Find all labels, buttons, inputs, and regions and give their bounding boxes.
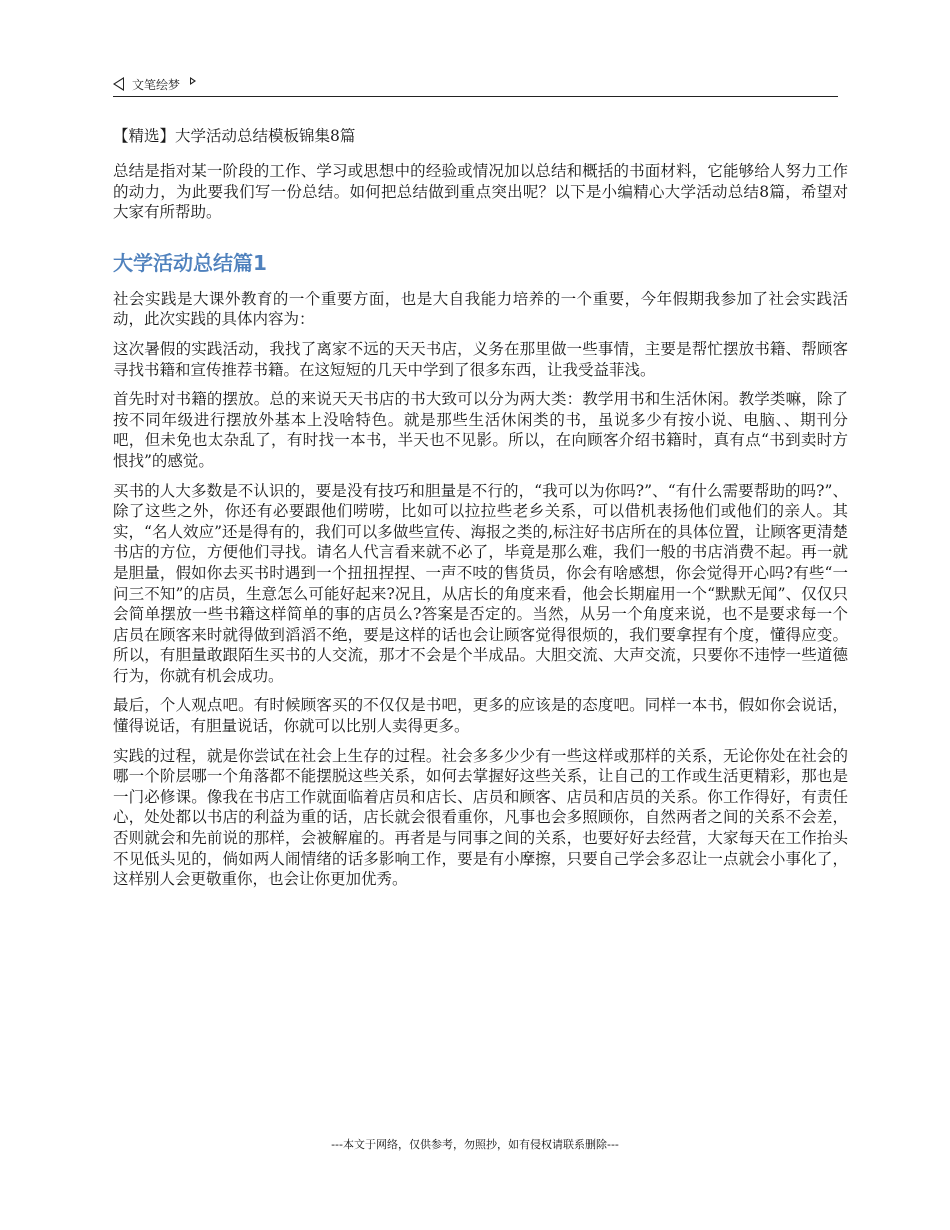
brand-name: 文笔绘梦 [132,77,181,92]
body-paragraph: 买书的人大多数是不认识的，要是没有技巧和胆量是不行的，“我可以为你吗?”、“有什么需要帮助的吗?”、除了这些之外，你还有必要跟他们唠唠，比如可以拉拉些老乡关系，可以借机表扬他们或他们的亲人。其实，“名人效应”还是得有的，我们可以多做些宣传、海报之类的,标注好书店所在的具体位置，让顾客更清楚书店的方位，方便他们寻找。请名人代言看来就不必了，毕竟是那么难，我们一般的书店消费不起。再一就是胆量，假如你去买书时遇到一个扭扭捏捏、一声不吱的售货员，你会有啥感想，你会觉得开心吗?有些“一问三不知”的店员，生意怎么可能好起来?况且，从店长的角度来看，他会长期雇用一个“默默无闻”、仅仅只会简单摆放一些书籍这样简单的事的店员么?答案是否定的。当然，从另一个角度来说，也不是要求每一个店员在顾客来时就得做到滔滔不绝，要是这样的话也会让顾客觉得很烦的，我们要拿捏有个度，懂得应变。所以，有胆量敢跟陌生买书的人交流，那才不会是个半成品。大胆交流、大声交流，只要你不违悖一些道德行为，你就有机会成功。 [113,481,848,685]
section-heading: 大学活动总结篇1 [113,250,267,275]
document-title: 【精选】大学活动总结模板锦集8篇 [113,127,356,145]
page-header [113,72,838,97]
triangle-right-icon [190,77,196,85]
triangle-left-icon [113,77,124,91]
document-body [113,161,848,899]
footer-notice: ---本文于网络，仅供参考，勿照抄，如有侵权请联系删除--- [331,1138,619,1151]
intro-paragraph: 总结是指对某一阶段的工作、学习或思想中的经验或情况加以总结和概括的书面材料，它能够给人努力工作的动力，为此要我们写一份总结。如何把总结做到重点突出呢？以下是小编精心大学活动总结8篇，希望对大家有所帮助。 [113,162,848,222]
body-paragraph: 社会实践是大课外教育的一个重要方面，也是大自我能力培养的一个重要，今年假期我参加了社会实践活动，此次实践的具体内容为： [113,289,848,329]
body-paragraph: 实践的过程，就是你尝试在社会上生存的过程。社会多多少少有一些这样或那样的关系，无论你处在社会的哪一个阶层哪一个角落都不能摆脱这些关系，如何去掌握好这些关系，让自己的工作或生活更精彩，那也是一门必修课。像我在书店工作就面临着店员和店长、店员和顾客、店员和店员的关系。你工作得好，有责任心，处处都以书店的利益为重的话，店长就会很看重你，凡事也会多照顾你，自然两者之间的关系不会差，否则就会和先前说的那样，会被解雇的。再者是与同事之间的关系，也要好好去经营，大家每天在工作抬头不见低头见的，倘如两人闹情绪的话多影响工作，要是有小摩擦，只要自己学会多忍让一点就会小事化了，这样别人会更敬重你，也会让你更加优秀。 [113,746,848,889]
body-paragraph: 首先时对书籍的摆放。总的来说天天书店的书大致可以分为两大类：教学用书和生活休闲。教学类嘛，除了按不同年级进行摆放外基本上没啥特色。就是那些生活休闲类的书，虽说多少有按小说、电脑、、期刊分吧，但未免也太杂乱了，有时找一本书，半天也不见影。所以，在向顾客介绍书籍时，真有点“书到卖时方恨找”的感觉。 [113,390,848,470]
body-paragraph: 最后，个人观点吧。有时候顾客买的不仅仅是书吧，更多的应该是的态度吧。同样一本书，假如你会说话，懂得说话，有胆量说话，你就可以比别人卖得更多。 [113,696,848,736]
body-paragraph: 这次暑假的实践活动，我找了离家不远的天天书店，义务在那里做一些事情，主要是帮忙摆放书籍、帮顾客寻找书籍和宣传推荐书籍。在这短短的几天中学到了很多东西，让我受益菲浅。 [113,339,848,379]
